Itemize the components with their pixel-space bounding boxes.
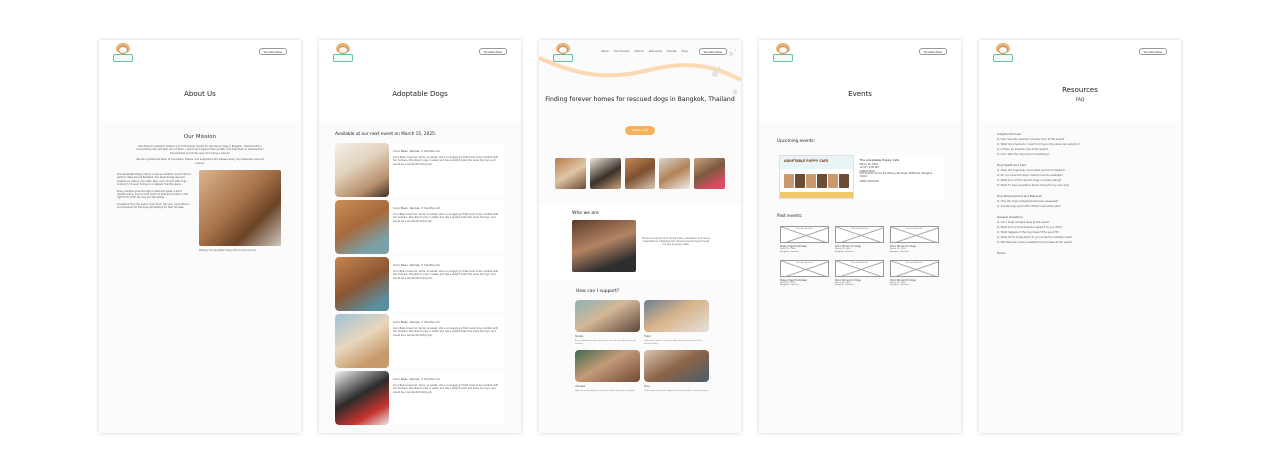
support-description: Grab some merch and support our rescues with every purchase.: [644, 389, 709, 392]
past-event-name: Doco Dinner for Dogs: [835, 278, 861, 282]
dog-card[interactable]: [335, 200, 505, 254]
embed-placeholder: FB embedded link: [835, 260, 884, 277]
dog-description: Coco Bean loves her name, so sweet, she is a snuggly girl that loves to be cuddled with her humans. She likes to play in water and has a playful side! She loves her toys, and would be a wonderful family pet.: [393, 213, 499, 223]
dog-description: Coco Bean loves her name, so sweet, she is a snuggly girl that loves to be cuddled with her humans. She likes to play in water and has a playful side! She loves her toys, and would be a wonderful family pet.: [393, 327, 499, 337]
faq-question[interactable]: Q: What kind of post-adoption support do you offer?: [997, 226, 1063, 229]
dog-description: Coco Bean loves her name, so sweet, she is a snuggly girl that loves to be cuddled with her humans. She likes to play in water and has a playful side! She loves her toys, and would be a wonderful family pet.: [393, 156, 499, 166]
page-hero: [759, 66, 961, 122]
page-hero: [99, 66, 301, 122]
nav-link[interactable]: Our Process: [613, 50, 630, 53]
nav-link[interactable]: Donate: [666, 50, 677, 53]
donate-button[interactable]: Donate Now: [1139, 48, 1167, 55]
page-title: Resources: [1062, 85, 1098, 94]
about-paragraph: The Adoptable Puppy Cafe is a pop-up adoption event held at partner cafes around Bangkok. Our team brings rescued puppies so visitors can meet, play, and connect with dogs looking for forever homes in a relaxed, friendly space.: [117, 173, 191, 187]
past-events-grid: [780, 226, 961, 287]
faq-question[interactable]: Q: How does the adoption process work at the event?: [997, 138, 1065, 141]
founder-photo: [199, 170, 281, 246]
faq-group: [997, 215, 1181, 244]
dog-thumbnail[interactable]: [694, 158, 725, 189]
support-label: Shop: [644, 384, 650, 388]
faq-question[interactable]: Q: Have the dogs been vaccinated and microchipped?: [997, 169, 1065, 172]
embed-placeholder: FB embedded link: [890, 260, 939, 277]
page-subtitle: FAQ: [1075, 97, 1085, 103]
past-event-place: Bangkok, Thailand: [835, 284, 854, 287]
nav-link[interactable]: Visit Us: [634, 50, 644, 53]
embed-placeholder: FB embedded link: [835, 226, 884, 243]
donate-button[interactable]: Donate Now: [259, 48, 287, 55]
mission-text: Paw Project's adoption mission is to find forever homes for the rescue dogs in Bangkok, Thailand with a loving family who will take care of them, nurture and support their growth, and help them to develop their full potential and all the way from being a rescue!: [136, 145, 264, 155]
past-event-date: March 15, 2025: [780, 281, 796, 284]
dog-thumbnail[interactable]: [590, 158, 621, 189]
faq-question[interactable]: Q: Can I meet multiple dogs at the event?: [997, 221, 1050, 224]
faq-group: [997, 163, 1181, 187]
adoptable-dogs-page-preview[interactable]: [319, 40, 521, 433]
dog-thumbnail[interactable]: [659, 158, 690, 189]
embed-placeholder: FB embedded link: [780, 226, 829, 243]
adopt-button[interactable]: Adopt a dog: [625, 126, 655, 135]
dog-name: Coco Bean, female, 3 months old: [393, 263, 440, 267]
donate-button[interactable]: Donate Now: [479, 48, 507, 55]
dog-description: Coco Bean loves her name, so sweet, she is a snuggly girl that loves to be cuddled with her humans. She likes to play in water and has a playful side! She loves her toys, and would be a wonderful family pet.: [393, 270, 499, 280]
hero-tagline: Finding forever homes for rescued dogs in Bangkok, Thailand: [545, 96, 735, 103]
faq-group: [997, 194, 1181, 208]
past-event-date: March 20, 2025: [890, 248, 906, 250]
past-event-card[interactable]: [835, 260, 884, 288]
poster-title: ADOPTABLE PUPPY CAFE: [784, 159, 829, 163]
page-title: Adoptable Dogs: [392, 90, 448, 98]
past-event-name: Doco Dinner for Dogs: [890, 278, 916, 282]
dog-card[interactable]: [335, 371, 505, 425]
team-photo: [572, 220, 636, 272]
dog-card[interactable]: [335, 257, 505, 311]
nav-links: [601, 50, 688, 53]
about-page-preview[interactable]: [99, 40, 301, 433]
past-event-card[interactable]: [780, 260, 829, 288]
support-description: Every donation helps cover food, vet care and shelter for our rescues.: [575, 340, 637, 345]
dog-thumbnail[interactable]: [555, 158, 586, 189]
faq-question[interactable]: Q: What if I have questions about caring for my new dog?: [997, 184, 1070, 187]
puppy-cafe-logo[interactable]: [553, 43, 573, 63]
dog-photo: [335, 371, 389, 425]
faq-question[interactable]: Q: Can I take the dog home immediately?: [997, 153, 1050, 156]
past-event-name: Puppy Yoga Fundraiser: [780, 245, 808, 248]
page-hero: [319, 66, 521, 122]
puppy-cafe-logo[interactable]: [773, 43, 793, 63]
photo-caption: Meeting The Adoptable Puppy Cafe founder and pup: [199, 249, 257, 253]
support-description: Open your home to a rescue dog while they wait for their forever family.: [644, 340, 702, 345]
faq-group-title: General Questions: [997, 215, 1023, 219]
donate-button[interactable]: Donate Now: [919, 48, 947, 55]
faq-question[interactable]: Q: What documents do I need to bring on the same day adoption?: [997, 143, 1080, 146]
faq-group: [997, 251, 1181, 255]
dog-card[interactable]: [335, 314, 505, 368]
past-event-place: Bangkok, Thailand: [890, 250, 909, 253]
support-description: Help out at our pop-up events and meet the pups in person.: [575, 389, 636, 392]
faq-group-title: Dog Health and Care: [997, 163, 1027, 167]
section-heading: Who we are: [572, 211, 599, 216]
site-nav: [99, 40, 301, 66]
faq-question[interactable]: Q: What happens if the dog doesn't fit a good fit?: [997, 231, 1059, 234]
support-card[interactable]: [644, 350, 709, 393]
who-we-are-text: We are a small group of animal lovers, volunteers, and rescue organisations in Bangkok who rehome rescued dogs through fun pop-up puppy cafes.: [642, 237, 710, 246]
event-name: The Adoptable Puppy Cafe: [859, 158, 900, 162]
page-title: Events: [848, 90, 872, 98]
dog-thumbnail[interactable]: [625, 158, 656, 189]
support-image: [644, 350, 709, 382]
event-heading: Available at our next event on March 15, 2025:: [335, 132, 437, 137]
embed-placeholder: FB embedded link: [890, 226, 939, 243]
support-label: Foster: [644, 335, 651, 338]
event-address: 123 Sukhumvit Soi 49, Khlong Tan Nuea, Watthana, Bangkok 10110: [859, 172, 933, 179]
past-events-heading: Past events:: [777, 213, 803, 218]
faq-question[interactable]: Q: How the dogs' temperaments been assessed?: [997, 200, 1059, 203]
faq-list: [979, 132, 1181, 255]
faq-question[interactable]: Q: Is there an adoption fee at the event?: [997, 148, 1048, 151]
support-image: [644, 300, 709, 332]
events-page-preview[interactable]: [759, 40, 961, 433]
page-title: About Us: [184, 90, 216, 98]
past-event-date: March 20, 2025: [835, 281, 851, 284]
past-event-date: March 20, 2025: [890, 281, 906, 284]
support-label: Donate: [575, 335, 583, 338]
nav-link[interactable]: Resources: [648, 50, 662, 53]
past-event-date: March 15, 2025: [780, 248, 796, 250]
upcoming-events-heading: Upcoming events:: [777, 138, 815, 143]
faq-question[interactable]: Q: What kind of food are the dogs currently eating?: [997, 179, 1062, 182]
dog-name: Coco Bean, female, 3 months old: [393, 320, 440, 324]
view-location-link[interactable]: VIEW LOCATION: [859, 179, 879, 183]
support-image: [575, 350, 640, 382]
who-we-are-section: [539, 203, 741, 279]
dog-name: Coco Bean, female, 3 months old: [393, 206, 440, 210]
dog-photo: [335, 143, 389, 197]
support-card[interactable]: [575, 350, 640, 393]
upcoming-event-card[interactable]: [779, 155, 945, 199]
past-event-place: Bangkok, Thailand: [835, 250, 854, 253]
event-poster: [779, 155, 854, 199]
dog-photo: [335, 257, 389, 311]
event-time: 12:00 - 4:00 PM: [859, 166, 879, 170]
past-event-place: Bangkok, Thailand: [780, 250, 799, 253]
event-venue: JAMJAR PACK: [859, 169, 875, 173]
puppy-cafe-logo[interactable]: [113, 43, 133, 63]
about-paragraph: Donations from the event cover food, vet care, vaccinations and transport for the dogs still waiting for their families.: [117, 202, 189, 210]
faq-group-title: Dog Temperament and Behavior: [997, 194, 1043, 198]
past-event-name: Doco Dinner for Dogs: [890, 245, 916, 248]
faq-question[interactable]: Q: What forms of payment do you accept for adoption fees?: [997, 236, 1073, 239]
dog-thumbnail-strip: [539, 158, 741, 189]
faq-question[interactable]: Q: Are the dogs good with children and other pets?: [997, 205, 1061, 208]
support-card[interactable]: [575, 300, 640, 346]
past-event-date: March 20, 2025: [835, 248, 851, 250]
dog-photo: [335, 314, 389, 368]
dog-name: Coco Bean, female, 3 months old: [393, 149, 440, 153]
embed-placeholder: FB embedded link: [780, 260, 829, 277]
faq-question[interactable]: Q: Will there be a place available for purchase at the event?: [997, 241, 1073, 244]
dog-card[interactable]: [335, 143, 505, 197]
past-event-place: Bangkok, Thailand: [780, 284, 799, 287]
home-page-preview[interactable]: [539, 40, 741, 433]
past-event-card[interactable]: [890, 260, 939, 288]
past-event-card[interactable]: [835, 226, 884, 254]
section-heading: How can I support?: [576, 289, 620, 294]
past-event-place: Bangkok, Thailand: [890, 284, 909, 287]
nav-link[interactable]: Shop: [681, 50, 688, 53]
support-grid: [575, 300, 741, 392]
past-event-name: Doco Dinner for Dogs: [835, 245, 861, 248]
mission-heading: Our Mission: [183, 134, 217, 140]
faq-group-title: Adoption Process: [997, 132, 1021, 136]
page-hero: [979, 66, 1181, 122]
site-nav: [539, 40, 741, 66]
support-card[interactable]: [644, 300, 709, 346]
support-label: Volunteer: [575, 384, 586, 388]
event-date: March 15, 2025: [859, 162, 879, 166]
about-paragraph: Every adopter goes through a meet and greet, a short questionnaire, and a home check so that each match is the right fit for both the dog and the family.: [117, 189, 189, 200]
donate-button[interactable]: Donate Now: [699, 48, 727, 55]
faq-question[interactable]: Q: Do you have the dogs' medical records available?: [997, 174, 1063, 177]
dog-name: Coco Bean, female, 3 months old: [393, 377, 440, 381]
faq-group: [997, 132, 1181, 156]
nav-link[interactable]: About: [601, 50, 609, 53]
puppy-cafe-logo[interactable]: [993, 43, 1013, 63]
event-details: [854, 155, 945, 199]
dog-photo: [335, 200, 389, 254]
site-nav: [979, 40, 1181, 66]
site-nav: [759, 40, 961, 66]
past-event-name: Puppy Yoga Fundraiser: [780, 278, 808, 282]
site-nav: [319, 40, 521, 66]
puppy-cafe-logo[interactable]: [333, 43, 353, 63]
support-image: [575, 300, 640, 332]
past-event-card[interactable]: [780, 226, 829, 254]
mission-text-secondary: We are a grassroots team of volunteers, fosters, and supporters who believe every dog deserves a second chance.: [136, 158, 264, 165]
past-event-card[interactable]: [890, 226, 939, 254]
dog-description: Coco Bean loves her name, so sweet, she is a snuggly girl that loves to be cuddled with her humans. She likes to play in water and has a playful side! She loves her toys, and would be a wonderful family pet.: [393, 384, 499, 394]
resources-page-preview[interactable]: [979, 40, 1181, 433]
faq-group-title: Fusion: [997, 251, 1006, 255]
